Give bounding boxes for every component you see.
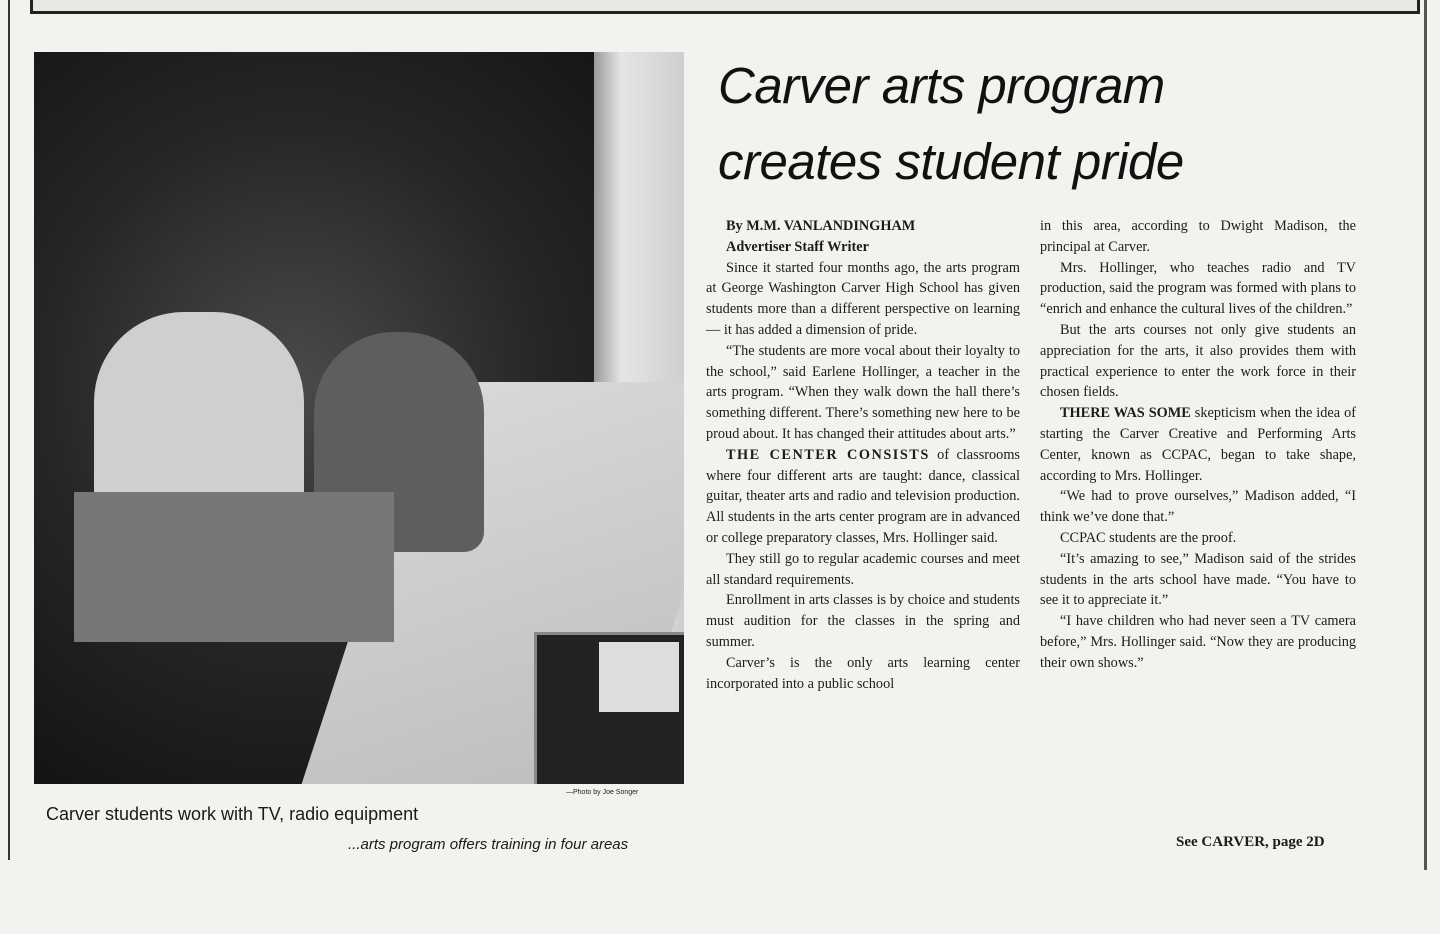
article-paragraph: “We had to prove ourselves,” Madison added, “I think we’ve done that.” — [1040, 488, 1356, 526]
article-paragraph: They still go to regular academic courses and meet all standard requirements. — [706, 550, 1020, 588]
article-text: skepticism when the idea of starting the Carver Creative and Performing Arts Center, known as CCPAC, began to take shape, according to Mrs. Hollinger. — [1040, 405, 1356, 484]
photo-tape-label — [599, 642, 679, 712]
photo-credit: —Photo by Joe Songer — [566, 789, 639, 796]
byline-author: By M.M. VANLANDINGHAM — [726, 218, 916, 234]
section-lead-in: THERE WAS SOME — [1060, 405, 1191, 422]
article-column-2 — [1040, 216, 1356, 674]
article-paragraph — [1040, 403, 1356, 486]
left-column-rule — [8, 0, 10, 860]
article-paragraph: CCPAC students are the proof. — [1060, 529, 1237, 546]
article-paragraph: Since it started four months ago, the arts program at George Washington Carver High School has given students more than a different perspective on learning — it has added a dimension of pride. — [706, 259, 1020, 338]
article-paragraph: Mrs. Hollinger, who teaches radio and TV production, said the program was formed with plans to “enrich and enhance the cultural lives of the children.” — [1040, 259, 1356, 318]
headline-line-2: creates student pride — [718, 133, 1184, 190]
article-paragraph: Carver’s is the only arts learning center incorporated into a public school — [706, 654, 1020, 692]
section-lead-in: THE CENTER CONSISTS — [726, 446, 930, 463]
photo-subcaption: ...arts program offers training in four areas — [348, 836, 629, 853]
article-paragraph — [706, 445, 1020, 549]
photo-radio-console — [74, 492, 394, 642]
article-paragraph: “It’s amazing to see,” Madison said of the strides students in the arts school have made. “You have to see it to appreciate it.” — [1040, 550, 1356, 609]
news-photo — [34, 52, 684, 784]
article-paragraph: “I have children who had never seen a TV camera before,” Mrs. Hollinger said. “Now they are producing their own shows.” — [1040, 613, 1356, 671]
article-paragraph: But the arts courses not only give students an appreciation for the arts, it also provides them with practical experience to enter the work force in their chosen fields. — [1040, 321, 1356, 401]
article-text: of classrooms where four different arts are taught: dance, classical guitar, theater arts and radio and television production. All students in the arts center program are in advanced or college preparatory classes, Mrs. Hollinger said. — [706, 446, 1020, 546]
headline-line-1: Carver arts program — [718, 57, 1165, 114]
byline-role: Advertiser Staff Writer — [726, 238, 869, 255]
article-paragraph-continued: in this area, according to Dwight Madison, the principal at Carver. — [1040, 218, 1356, 255]
right-column-rule — [1424, 0, 1427, 870]
article-paragraph: “The students are more vocal about their loyalty to the school,” said Earlene Hollinger, a teacher in the arts program. “When they walk down the hall there’s something different. There’s something new here to be proud about. It has changed their attitudes about arts.” — [706, 342, 1020, 442]
jump-line: See CARVER, page 2D — [1176, 834, 1325, 850]
headline — [718, 48, 1408, 200]
photo-caption: Carver students work with TV, radio equipment — [46, 804, 419, 824]
article-column-1 — [706, 216, 1020, 694]
top-border-rule — [30, 0, 1420, 14]
article-paragraph: Enrollment in arts classes is by choice and students must audition for the classes in the spring and summer. — [706, 592, 1020, 650]
